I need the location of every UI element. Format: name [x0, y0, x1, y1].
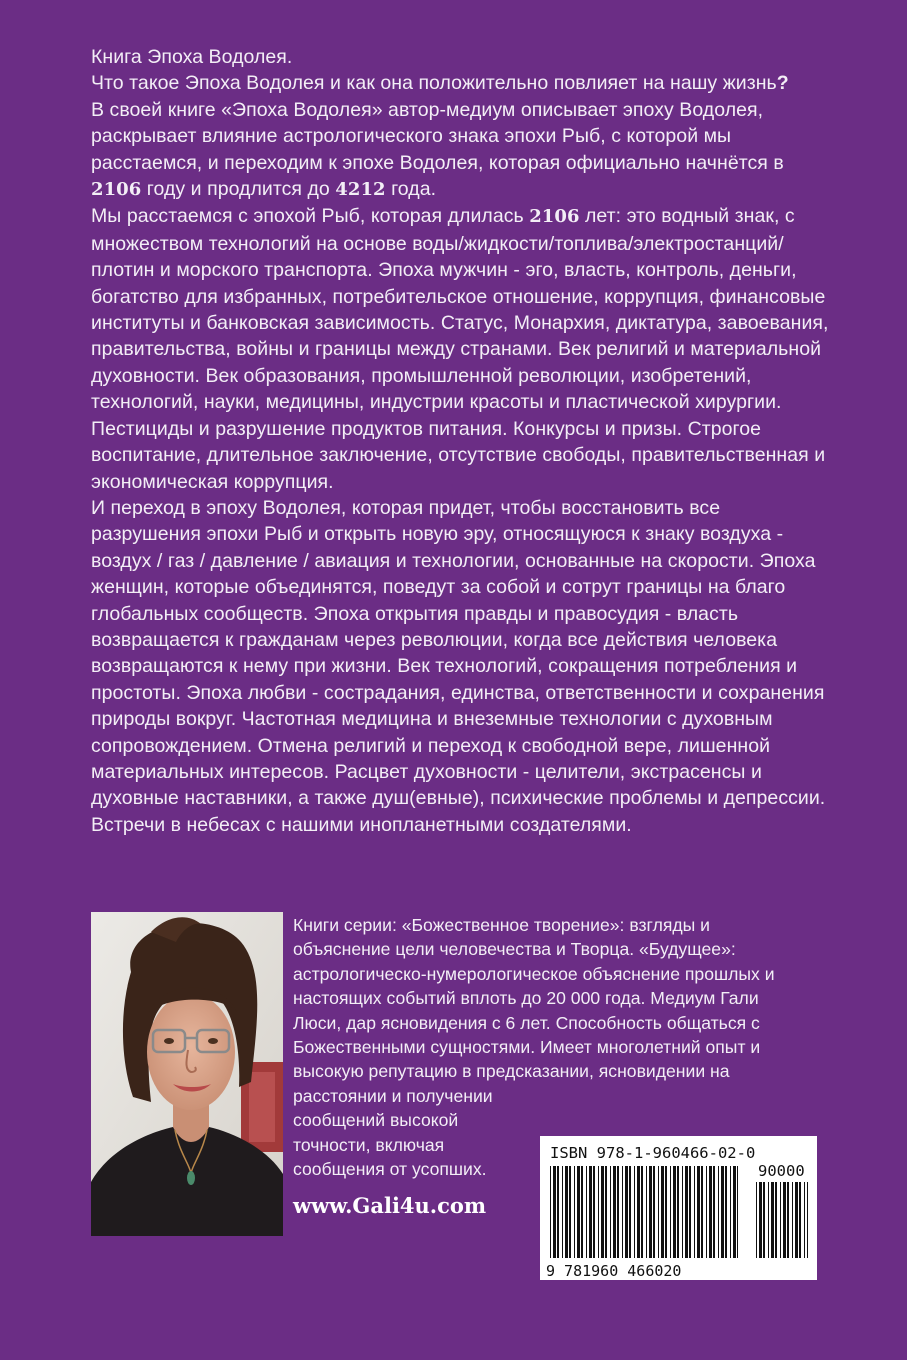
price-bars: [756, 1182, 808, 1258]
barcode-bar: [718, 1166, 719, 1258]
book-title-line: Книга Эпоха Водолея.: [91, 46, 293, 68]
barcode-bar: [701, 1166, 703, 1258]
barcode-bar: [759, 1182, 762, 1258]
bio-line: объяснение цели человечества и Творца. «Будущее»:: [293, 939, 736, 960]
barcode-bar: [586, 1166, 587, 1258]
barcode-bar: [637, 1166, 640, 1258]
barcode-bar: [673, 1166, 676, 1258]
barcode-bar: [598, 1166, 599, 1258]
barcode-bar: [577, 1166, 580, 1258]
barcode-bar: [737, 1166, 738, 1258]
barcode-bar: [601, 1166, 604, 1258]
bio-line: Люси, дар ясновидения с 6 лет. Способность общаться с: [293, 1012, 760, 1033]
barcode-bar: [569, 1166, 571, 1258]
intro-text-c: года.: [385, 178, 437, 201]
barcode-bar: [677, 1166, 679, 1258]
pisces-text-b: лет: это водный знак, с множеством технологий на основе воды/жидкости/топлива/электростанций/плотин и морского транспорта. Эпоха мужчин - эго, власть, контроль, деньги, богатство для избранных, потребительское отношение, коррупция, финансовые институты и банковская зависимость. Статус, Монархия, диктатура, завоевания, правительства, войны и границы между странами. Век религий и материальной духовности. Век образования, промышленной революции, изобретений, технологий, науки, медицины, индустрии красоты и пластической хирургии. Пестициды и разрушение продуктов питания. Конкурсы и призы. Строгое воспитание, длительное заключение, отсутствие свободы, правительственная и экономическая коррупция.: [91, 205, 829, 493]
price-code: 90000: [758, 1162, 805, 1180]
bio-line: сообщений высокой: [293, 1110, 459, 1131]
barcode-bar: [653, 1166, 655, 1258]
barcode-bar: [804, 1182, 805, 1258]
barcode-bar: [610, 1166, 611, 1258]
barcode-bar: [661, 1166, 664, 1258]
pisces-years: 2106: [529, 206, 580, 228]
barcode-bar: [706, 1166, 707, 1258]
barcode-bar: [613, 1166, 616, 1258]
barcode-bar: [634, 1166, 635, 1258]
bio-line: высокую репутацию в предсказании, ясновидении на: [293, 1061, 730, 1082]
barcode-bar: [768, 1182, 769, 1258]
intro-text-b: году и продлится до: [141, 178, 336, 201]
barcode-bar: [689, 1166, 691, 1258]
barcode-bar: [562, 1166, 563, 1258]
barcode-bar: [709, 1166, 712, 1258]
end-year: 4212: [335, 179, 386, 201]
barcode-bar: [682, 1166, 683, 1258]
barcode-bar: [581, 1166, 583, 1258]
barcode-bar: [697, 1166, 700, 1258]
intro-text-a: В своей книге «Эпоха Водолея» автор-медиум описывает эпоху Водолея, раскрывает влияние астрологического знака эпохи Рыб, с которой мы расстаемся, и переходим к эпохе Водолея, которая официально начнётся в: [91, 98, 784, 174]
barcode-bar: [553, 1166, 556, 1258]
barcode-bar: [756, 1182, 757, 1258]
barcode-bar: [771, 1182, 774, 1258]
barcode-bar: [733, 1166, 736, 1258]
isbn-barcode: [540, 1136, 817, 1280]
barcode-bar: [783, 1182, 786, 1258]
barcode-bar: [625, 1166, 628, 1258]
barcode-bar: [780, 1182, 781, 1258]
barcode-bar: [685, 1166, 688, 1258]
barcode-bar: [649, 1166, 652, 1258]
bio-line: Божественными сущностями. Имеет многолетний опыт и: [293, 1037, 761, 1058]
bio-line: точности, включая: [293, 1134, 445, 1155]
barcode-bar: [787, 1182, 789, 1258]
website-link[interactable]: www.Gali4u.com: [293, 1193, 487, 1218]
barcode-bar: [665, 1166, 667, 1258]
barcode-bar: [589, 1166, 592, 1258]
barcode-bar: [646, 1166, 647, 1258]
isbn-text: ISBN 978-1-960466-02-0: [550, 1144, 756, 1162]
barcode-bar: [557, 1166, 559, 1258]
aquarius-paragraph: И переход в эпоху Водолея, которая придет, чтобы восстановить все разрушения эпохи Рыб и открыть новую эру, относящуюся к знаку воздуха - воздух / газ / давление / авиация и технологии, основанные на скорости. Эпоха женщин, которые объединятся, поведут за собой и сотрут границы на благо глобальных сообществ. Эпоха открытия правды и правосудия - власть возвращается к гражданам через революции, когда все действия человека возвращаются к нему при жизни. Век технологий, сокращения потребления и простоты. Эпоха любви - сострадания, единства, ответственности и сохранения природы вокруг. Частотная медицина и внеземные технологии с духовным сопровождением. Отмена религий и переход к свободной вере, лишенной материальных интересов. Расцвет духовности - целители, экстрасенсы и духовные наставники, а также душ(евные), психические проблемы и депрессии. Встречи в небесах с нашими инопланетными создателями.: [91, 496, 826, 836]
bio-line: расстоянии и получении: [293, 1085, 493, 1106]
barcode-bar: [658, 1166, 659, 1258]
barcode-bar: [795, 1182, 798, 1258]
barcode-bar: [799, 1182, 801, 1258]
barcode-bar: [730, 1166, 731, 1258]
question-mark: ?: [776, 72, 789, 95]
bio-line: Книги серии: «Божественное творение»: взгляды и: [293, 915, 710, 935]
barcode-bar: [622, 1166, 623, 1258]
barcode-bar: [792, 1182, 793, 1258]
barcode-bar: [807, 1182, 808, 1258]
barcode-bar: [641, 1166, 643, 1258]
barcode-bar: [574, 1166, 575, 1258]
barcode-bar: [725, 1166, 727, 1258]
barcode-bar: [565, 1166, 568, 1258]
ean-bars: [550, 1166, 738, 1258]
bio-line: настоящих событий вплоть до 20 000 года. Медиум Гали: [293, 988, 759, 1009]
barcode-bar: [629, 1166, 631, 1258]
pisces-paragraph: [91, 203, 831, 494]
barcode-bar: [694, 1166, 695, 1258]
start-year: 2106: [91, 179, 142, 201]
description-text: [91, 44, 831, 838]
ean-digits: 9 781960 466020: [546, 1262, 682, 1280]
intro-paragraph: [91, 97, 831, 204]
barcode-bar: [617, 1166, 619, 1258]
barcode-bar: [593, 1166, 595, 1258]
barcode-bar: [605, 1166, 607, 1258]
barcode-bar: [713, 1166, 715, 1258]
barcode-bar: [721, 1166, 724, 1258]
author-photo: [91, 912, 283, 1236]
question-text: Что такое Эпоха Водолея и как она положительно повлияет на нашу жизнь: [91, 72, 777, 95]
barcode-bar: [550, 1166, 551, 1258]
bio-line: астрологическо-нумерологическое объяснение прошлых и: [293, 963, 775, 984]
barcode-bar: [670, 1166, 671, 1258]
barcode-bar: [775, 1182, 777, 1258]
question-paragraph: [91, 70, 831, 96]
bio-line: сообщения от усопших.: [293, 1159, 487, 1180]
pisces-text-a: Мы расстаемся с эпохой Рыб, которая длилась: [91, 205, 530, 228]
barcode-bar: [763, 1182, 765, 1258]
